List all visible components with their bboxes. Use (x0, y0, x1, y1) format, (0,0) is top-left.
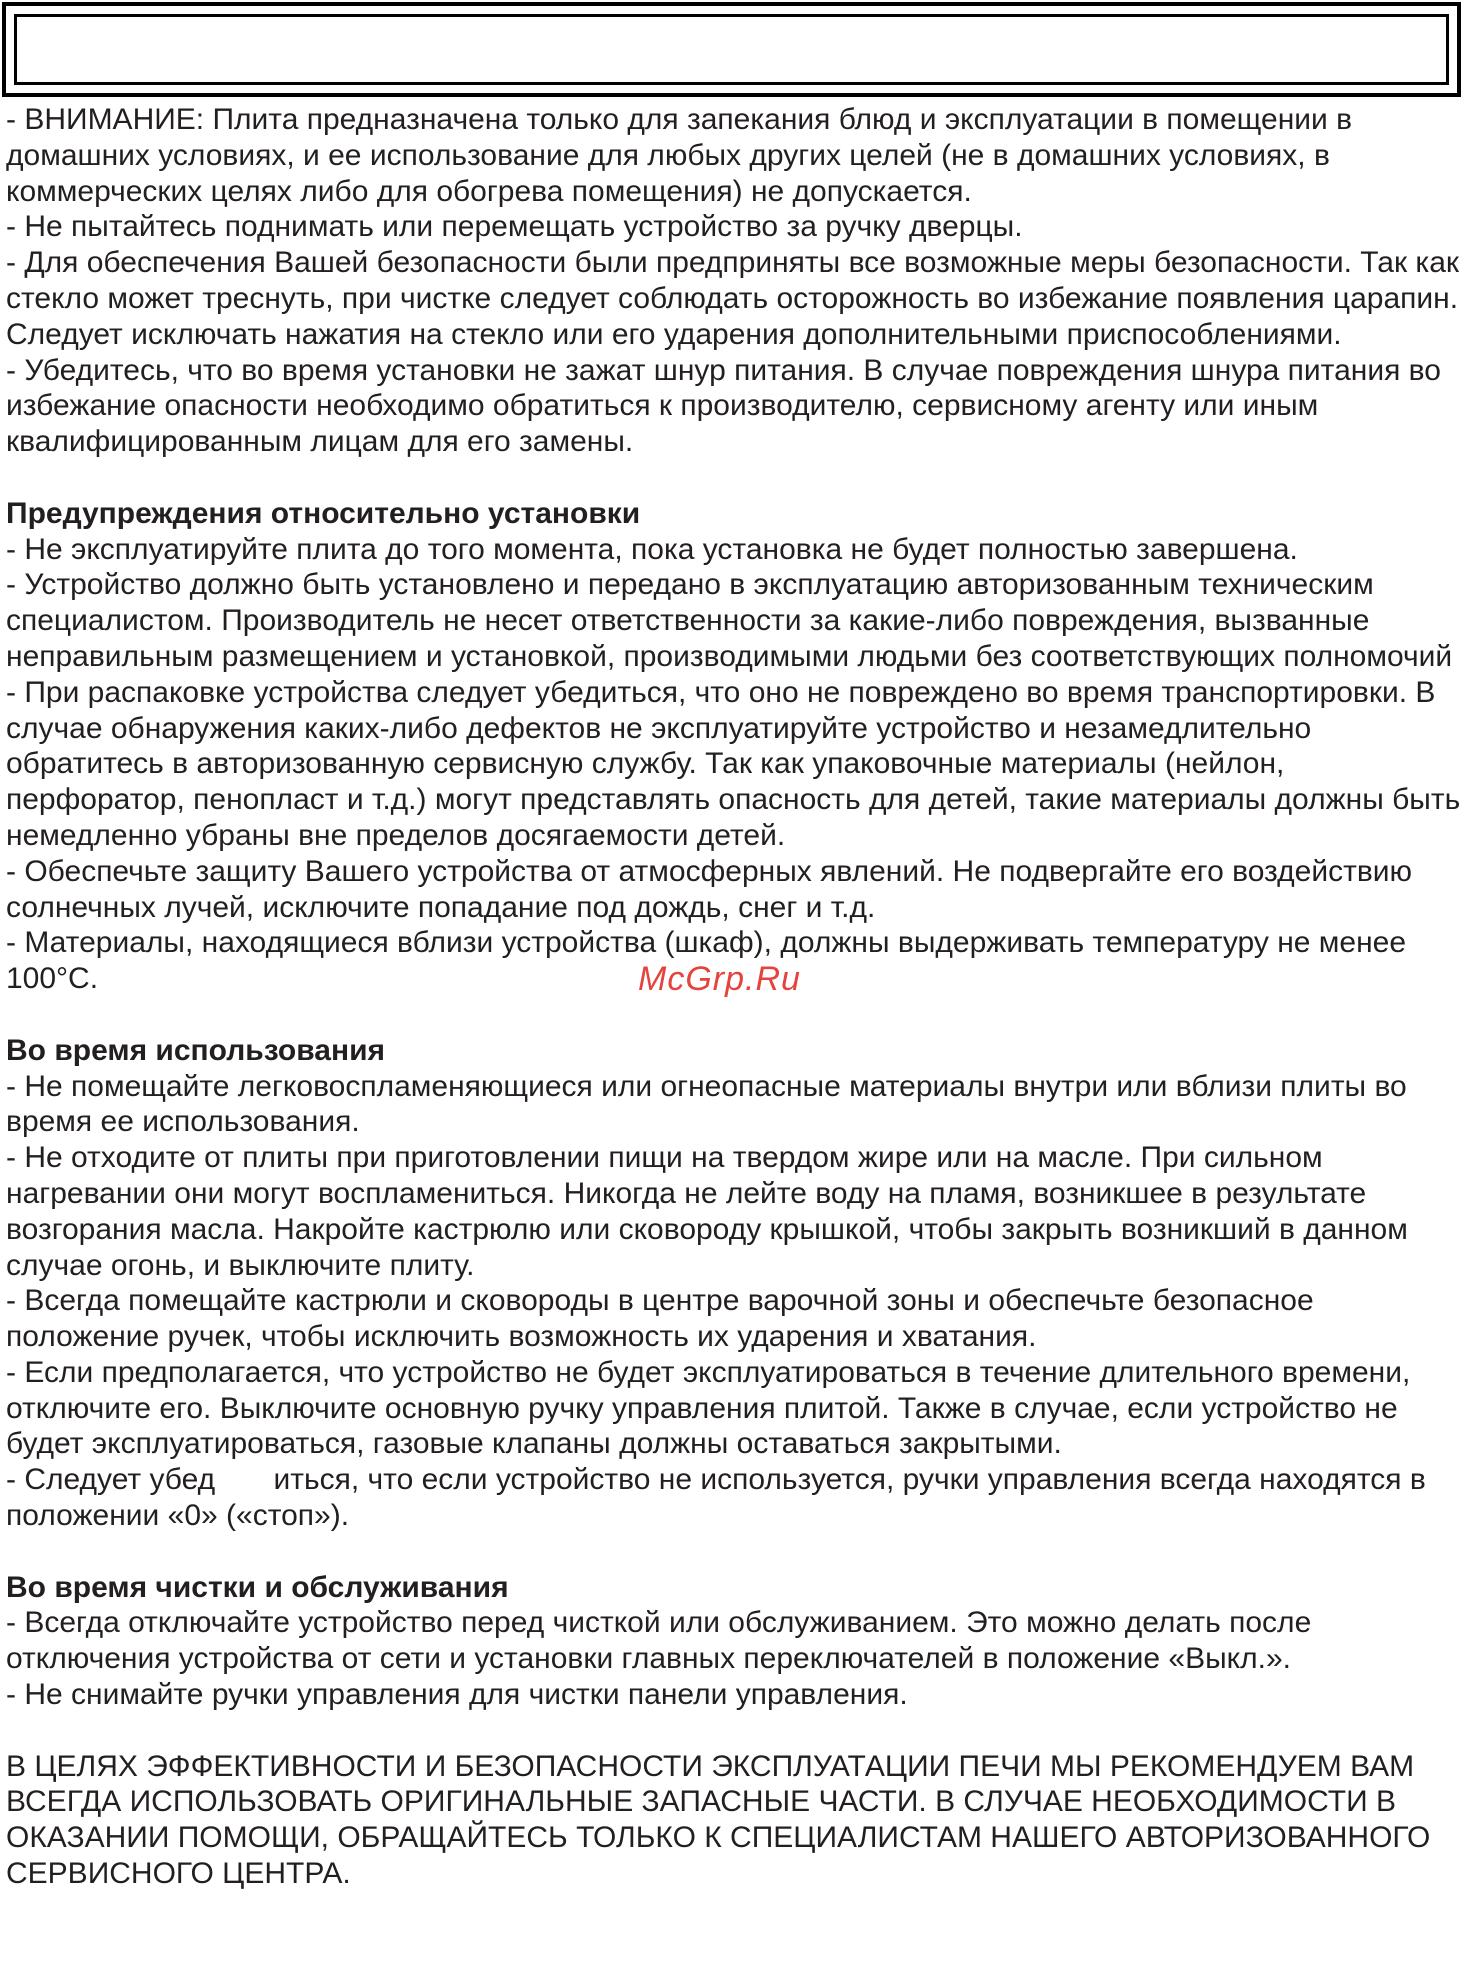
cleaning-item: - Всегда отключайте устройство перед чисткой или обслуживанием. Это можно делать после отключения устройства от сети и установки главных переключателей в положение «Выкл.». (6, 1606, 1312, 1676)
watermark-text: McGrp.Ru (638, 960, 801, 998)
intro-item: - ВНИМАНИЕ: Плита предназначена только для запекания блюд и эксплуатации в помещении в домашних условиях, и ее использование для любых других целей (не в домашних условиях, в коммерческих целях либо для обогрева помещения) не допускается. (6, 103, 1353, 208)
usage-item: - Не помещайте легковоспламеняющиеся или огнеопасные материалы внутри или вблизи плиты во время ее использования. (6, 1069, 1407, 1139)
installation-item: - Материалы, находящиеся вблизи устройства (шкаф), должны выдерживать температуру не менее 100°C. (6, 926, 1407, 996)
intro-item: - Не пытайтесь поднимать или перемещать устройство за ручку дверцы. (6, 210, 1023, 244)
usage-heading: Во время использования (6, 1033, 386, 1067)
usage-item: - Всегда помещайте кастрюли и сковороды в центре варочной зоны и обеспечьте безопасное положение ручек, чтобы исключить возможность их ударения и хватания. (6, 1284, 1314, 1354)
installation-item: - Устройство должно быть установлено и передано в эксплуатацию авторизованным техническим специалистом. Производитель не несет ответственности за какие-либо повреждения, вызванные неправильным размещением и установкой, производимыми людьми без соответствующих полномочий (6, 568, 1453, 673)
header-frame (2, 2, 1461, 97)
final-notice: В ЦЕЛЯХ ЭФФЕКТИВНОСТИ И БЕЗОПАСНОСТИ ЭКСПЛУАТАЦИИ ПЕЧИ МЫ РЕКОМЕНДУЕМ ВАМ ВСЕГДА ИСПОЛЬЗОВАТЬ ОРИГИНАЛЬНЫЕ ЗАПАСНЫЕ ЧАСТИ. В СЛУЧАЕ НЕОБХОДИМОСТИ В ОКАЗАНИИ ПОМОЩИ, ОБРАЩАЙТЕСЬ ТОЛЬКО К СПЕЦИАЛИСТАМ НАШЕГО АВТОРИЗОВАННОГО СЕРВИСНОГО ЦЕНТРА. (6, 1749, 1431, 1891)
spacer (6, 1534, 1461, 1570)
installation-item: - При распаковке устройства следует убедиться, что оно не повреждено во время транспортировки. В случае обнаружения каких-либо дефектов не эксплуатируйте устройство и незамедлительно обратитесь в авторизованную сервисную службу. Так как упаковочные материалы (нейлон, перфоратор, пенопласт и т.д.) могут представлять опасность для детей, такие материалы должны быть немедленно убраны вне пределов досягаемости детей. (6, 675, 1461, 852)
spacer (6, 1713, 1461, 1749)
installation-item: - Не эксплуатируйте плита до того момента, пока установка не будет полностью завершена. (6, 532, 1298, 566)
header-inner-frame (14, 14, 1449, 85)
spacer (6, 997, 1461, 1033)
cleaning-item: - Не снимайте ручки управления для чистки панели управления. (6, 1678, 908, 1712)
usage-item: - Следует убед иться, что если устройство не используется, ручки управления всегда находятся в положении «0» («стоп»). (6, 1463, 1435, 1533)
intro-item: - Убедитесь, что во время установки не зажат шнур питания. В случае повреждения шнура питания во избежание опасности необходимо обратиться к производителю, сервисному агенту или иным квалифицированным лицам для его замены. (6, 353, 1441, 459)
cleaning-heading: Во время чистки и обслуживания (6, 1570, 509, 1604)
installation-item: - Обеспечьте защиту Вашего устройства от атмосферных явлений. Не подвергайте его воздействию солнечных лучей, исключите попадание под дождь, снег и т.д. (6, 854, 1413, 924)
spacer (6, 460, 1461, 496)
intro-item: - Для обеспечения Вашей безопасности были предприняты все возможные меры безопасности. Так как стекло может треснуть, при чистке следует соблюдать осторожность во избежание появления царапин. Следует исключать нажатия на стекло или его ударения дополнительными приспособлениями. (6, 246, 1460, 351)
usage-item: - Не отходите от плиты при приготовлении пищи на твердом жире или на масле. При сильном нагревании они могут воспламениться. Никогда не лейте воду на пламя, возникшее в результате возгорания масла. Накройте кастрюлю или сковороду крышкой, чтобы закрыть возникший в данном случае огонь, и выключите плиту. (6, 1141, 1408, 1282)
installation-heading: Предупреждения относительно установки (6, 496, 641, 530)
usage-item: - Если предполагается, что устройство не будет эксплуатироваться в течение длительного времени, отключите его. Выключите основную ручку управления плитой. Также в случае, если устройство не будет эксплуатироваться, газовые клапаны должны оставаться закрытыми. (6, 1355, 1411, 1461)
